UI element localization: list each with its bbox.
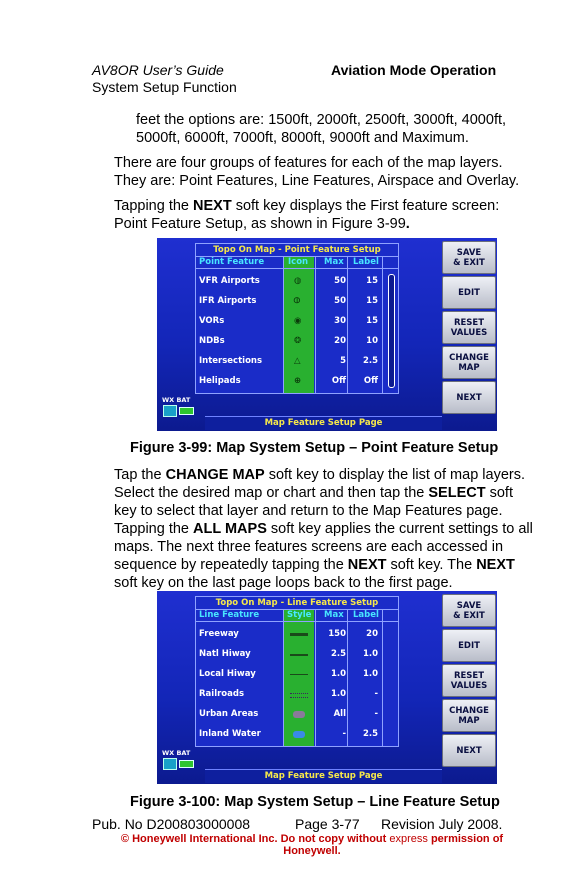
table-row[interactable] <box>196 272 398 291</box>
publication-number: Pub. No D200803000008 <box>92 816 251 832</box>
table-row[interactable] <box>196 705 398 724</box>
label-value: 1.0 <box>362 649 378 659</box>
ifr-airport-icon: ⦶ <box>294 296 301 306</box>
change-line-1: Tap the CHANGE MAP soft key to display the list of map layers. <box>114 467 525 483</box>
table-row[interactable] <box>196 685 398 704</box>
highway-line-style-icon <box>290 654 308 656</box>
screen-title: Topo On Map - Line Feature Setup <box>196 597 398 610</box>
figure-caption-2: Figure 3-100: Map System Setup – Line Feature Setup <box>130 794 500 810</box>
table-row[interactable] <box>196 312 398 331</box>
label-value: 2.5 <box>362 729 378 739</box>
table-row[interactable] <box>196 725 398 744</box>
edit-button[interactable]: EDIT <box>442 629 496 662</box>
col-max: Max <box>324 257 344 267</box>
feature-name: VFR Airports <box>199 276 260 286</box>
signal-icon <box>163 405 177 417</box>
save-exit-button[interactable]: SAVE & EXIT <box>442 241 496 274</box>
col-point-feature: Point Feature <box>199 257 265 267</box>
screen-title: Topo On Map - Point Feature Setup <box>196 244 398 257</box>
save-exit-button[interactable]: SAVE & EXIT <box>442 594 496 627</box>
feature-name: Local Hiway <box>199 669 256 679</box>
max-value: 1.0 <box>330 689 346 699</box>
railroad-line-style-icon <box>290 693 308 698</box>
signal-icon <box>163 758 177 770</box>
guide-title: AV8OR User’s Guide <box>92 62 224 78</box>
table-row[interactable] <box>196 625 398 644</box>
battery-icon <box>179 407 194 415</box>
change-line-6: sequence by repeatedly tapping the NEXT soft key. The NEXT <box>114 557 515 573</box>
status-labels: WX BAT <box>162 396 191 404</box>
revision-date: Revision July 2008. <box>381 816 503 832</box>
label-value: 2.5 <box>362 356 378 366</box>
reset-values-button[interactable]: RESET VALUES <box>442 664 496 697</box>
next-button[interactable]: NEXT <box>442 381 496 414</box>
options-line-1: feet the options are: 1500ft, 2000ft, 2500ft, 3000ft, 4000ft, <box>136 112 507 128</box>
feature-name: Freeway <box>199 629 239 639</box>
table-row[interactable] <box>196 352 398 371</box>
max-value: 30 <box>334 316 346 326</box>
figure-caption-1: Figure 3-99: Map System Setup – Point Feature Setup <box>130 440 499 456</box>
max-value: - <box>342 729 346 739</box>
reset-values-button[interactable]: RESET VALUES <box>442 311 496 344</box>
feature-name: Intersections <box>199 356 263 366</box>
change-line-3: key to select that layer and return to the Map Features page. <box>114 503 503 519</box>
table-row[interactable] <box>196 292 398 311</box>
next-paragraph-line-1: Tapping the NEXT soft key displays the First feature screen: <box>114 198 500 214</box>
vor-icon: ◉ <box>294 316 302 326</box>
label-value: 20 <box>366 629 378 639</box>
label-value: 1.0 <box>362 669 378 679</box>
change-line-5: maps. The next three features screens are each accessed in <box>114 539 504 555</box>
table-row[interactable] <box>196 332 398 351</box>
table-row[interactable] <box>196 645 398 664</box>
label-value: 15 <box>366 316 378 326</box>
page-number: Page 3-77 <box>295 816 360 832</box>
feature-name: IFR Airports <box>199 296 257 306</box>
label-value: - <box>374 709 378 719</box>
col-max: Max <box>324 610 344 620</box>
col-label: Label <box>353 610 379 620</box>
copyright-notice: © Honeywell International Inc. Do not copy without express permission of Honeywell. <box>120 833 504 857</box>
max-value: 50 <box>334 276 346 286</box>
urban-area-style-icon <box>293 711 305 718</box>
point-feature-table <box>195 243 399 394</box>
feature-name: Inland Water <box>199 729 261 739</box>
subsection-title: System Setup Function <box>92 79 237 95</box>
battery-icon <box>179 760 194 768</box>
scrollbar[interactable] <box>388 274 395 388</box>
water-style-icon <box>293 731 305 738</box>
freeway-line-style-icon <box>290 633 308 636</box>
max-value: 5 <box>340 356 346 366</box>
groups-line-1: There are four groups of features for each of the map layers. <box>114 155 503 171</box>
col-line-feature: Line Feature <box>199 610 260 620</box>
table-row[interactable] <box>196 665 398 684</box>
edit-button[interactable]: EDIT <box>442 276 496 309</box>
options-line-2: 5000ft, 6000ft, 7000ft, 8000ft, 9000ft and Maximum. <box>136 130 469 146</box>
line-feature-table <box>195 596 399 747</box>
max-value: All <box>333 709 346 719</box>
next-paragraph-line-2: Point Feature Setup, as shown in Figure 3-99. <box>114 216 410 232</box>
helipad-icon: ⊕ <box>294 376 302 386</box>
max-value: Off <box>331 376 346 386</box>
max-value: 20 <box>334 336 346 346</box>
point-feature-setup-screen <box>157 238 497 431</box>
change-map-button[interactable]: CHANGE MAP <box>442 346 496 379</box>
max-value: 2.5 <box>330 649 346 659</box>
page-footer-label: Map Feature Setup Page <box>205 769 442 783</box>
label-value: 15 <box>366 296 378 306</box>
ndb-icon: ❂ <box>294 336 302 346</box>
feature-name: Helipads <box>199 376 241 386</box>
table-row[interactable] <box>196 372 398 391</box>
change-line-7: soft key on the last page loops back to the first page. <box>114 575 453 591</box>
feature-name: Railroads <box>199 689 245 699</box>
change-line-4: Tapping the ALL MAPS soft key applies the current settings to all <box>114 521 533 537</box>
label-value: 10 <box>366 336 378 346</box>
vfr-airport-icon: ◍ <box>294 276 302 286</box>
max-value: 1.0 <box>330 669 346 679</box>
section-title: Aviation Mode Operation <box>331 62 497 78</box>
label-value: 15 <box>366 276 378 286</box>
groups-line-2: They are: Point Features, Line Features, Airspace and Overlay. <box>114 173 520 189</box>
page-footer-label: Map Feature Setup Page <box>205 416 442 430</box>
change-line-2: Select the desired map or chart and then tap the SELECT soft <box>114 485 513 501</box>
line-feature-setup-screen <box>157 591 497 784</box>
change-map-button[interactable]: CHANGE MAP <box>442 699 496 732</box>
feature-name: Natl Hiway <box>199 649 251 659</box>
max-value: 150 <box>328 629 346 639</box>
col-style: Style <box>287 610 312 620</box>
feature-name: Urban Areas <box>199 709 259 719</box>
label-value: - <box>374 689 378 699</box>
next-button[interactable]: NEXT <box>442 734 496 767</box>
intersection-icon: △ <box>294 356 301 366</box>
local-road-line-style-icon <box>290 674 308 675</box>
col-label: Label <box>353 257 379 267</box>
col-icon: Icon <box>288 257 309 267</box>
max-value: 50 <box>334 296 346 306</box>
feature-name: VORs <box>199 316 225 326</box>
label-value: Off <box>363 376 378 386</box>
feature-name: NDBs <box>199 336 225 346</box>
status-labels: WX BAT <box>162 749 191 757</box>
